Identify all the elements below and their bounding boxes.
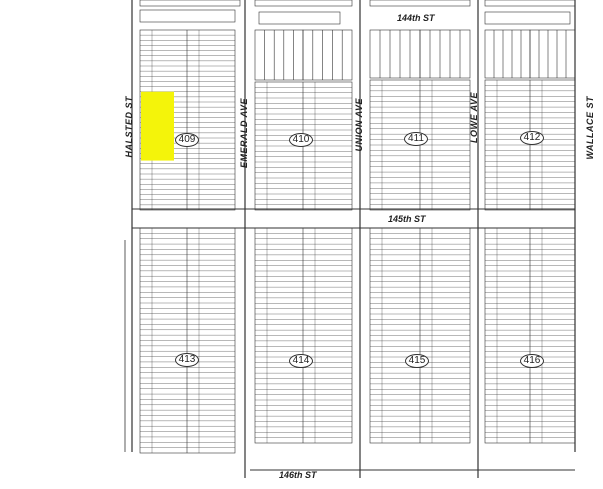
block-number-413: 413 [175,353,199,367]
block-number-414: 414 [289,354,313,368]
block-number-411: 411 [404,132,428,146]
block-number-409: 409 [175,133,199,147]
street-label-146th: 146th ST [279,470,317,480]
street-label-lowe: LOWE AVE [469,92,479,143]
highlighted-parcels [141,92,174,161]
street-label-union: UNION AVE [354,98,364,152]
street-label-144th: 144th ST [397,13,435,23]
block-number-415: 415 [405,354,429,368]
street-label-wallace: WALLACE ST [585,96,595,160]
street-label-emerald: EMERALD AVE [239,98,249,169]
street-label-145th: 145th ST [388,214,426,224]
street-label-halsted: HALSTED ST [124,96,134,158]
parcel-grid [125,0,575,478]
block-number-412: 412 [520,131,544,145]
block-number-416: 416 [520,354,544,368]
block-number-410: 410 [289,133,313,147]
